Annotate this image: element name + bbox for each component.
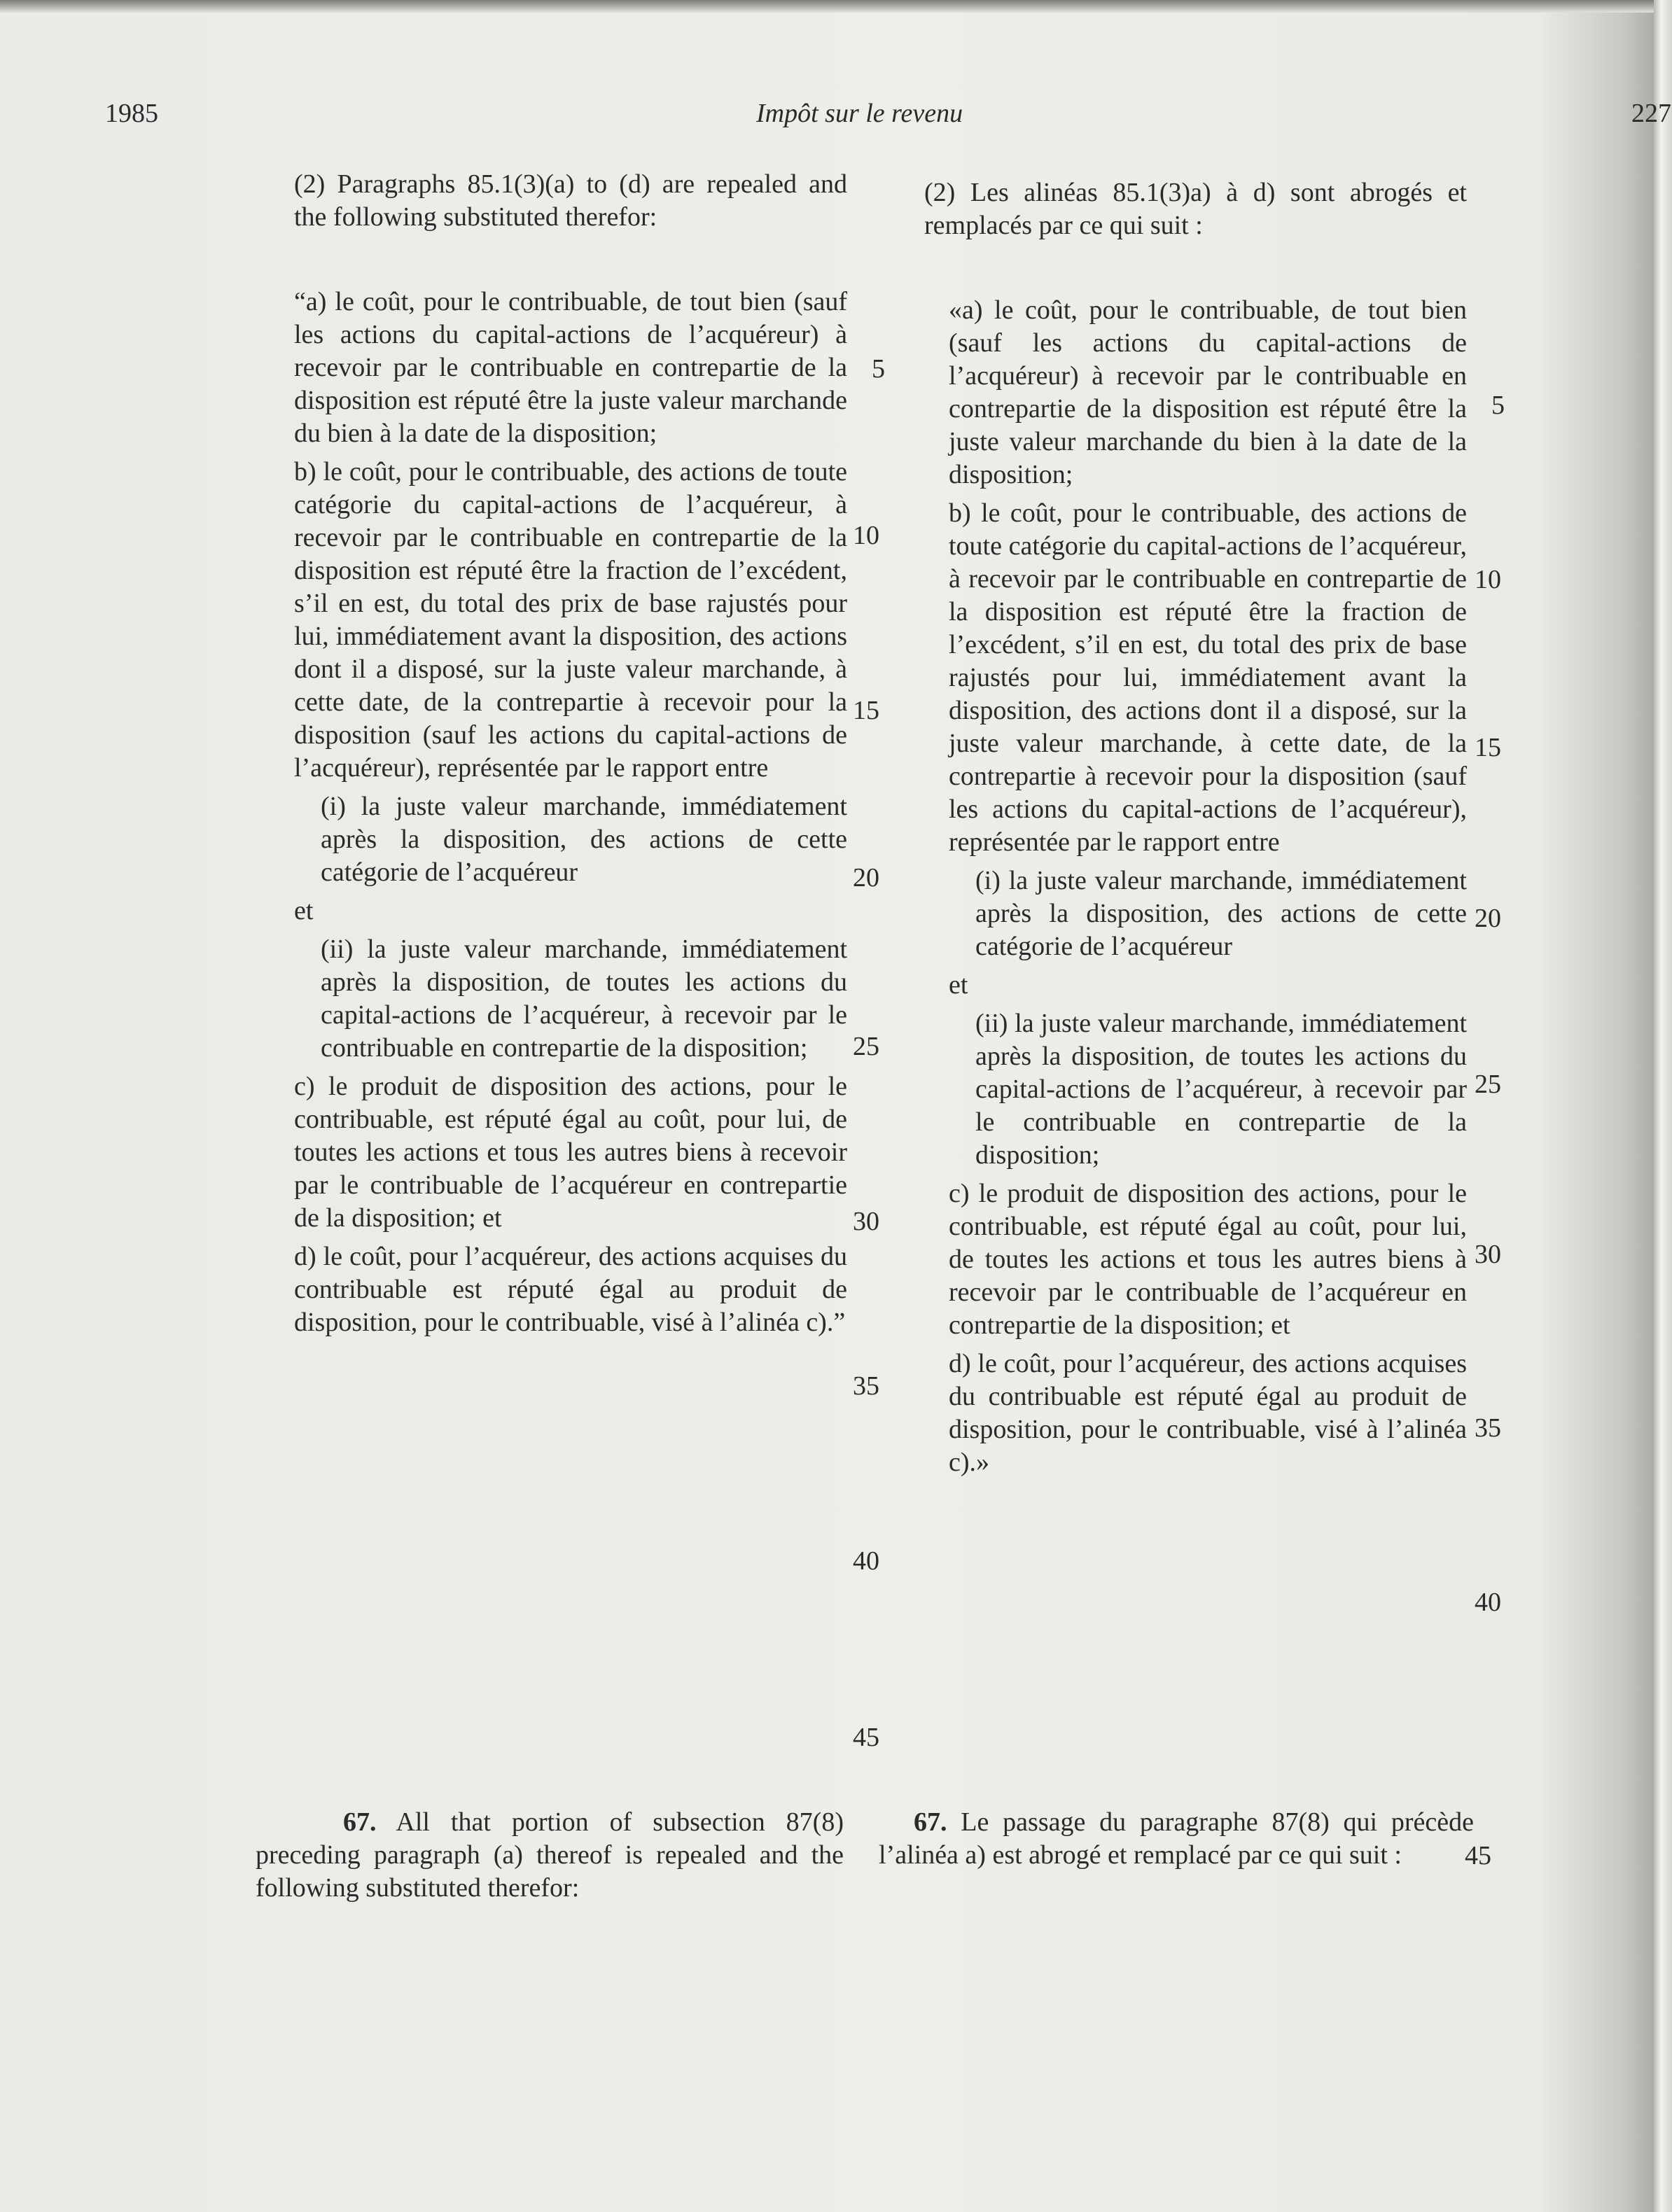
page-number: 227	[1631, 99, 1671, 128]
fr-line-number: 25	[1475, 1070, 1501, 1099]
header-title: Impôt sur le revenu	[756, 99, 963, 128]
en-sub-ii: (ii) la juste valeur marchande, immédiatement après la disposition, de toutes les actions du capital-actions de l’acquéreur, à recevoir par le contribuable en contrepartie de la disposition;	[321, 934, 847, 1063]
en-sub-i: (i) la juste valeur marchande, immédiatement après la disposition, des actions de cette catégorie de l’acquéreur	[321, 792, 847, 887]
en-section-67	[256, 1806, 844, 1905]
french-column	[886, 176, 1467, 1479]
fr-line-number: 15	[1475, 733, 1501, 762]
fr-line-number: 45	[1465, 1841, 1491, 1870]
fr-line-number: 35	[1475, 1413, 1501, 1443]
en-line-number: 10	[853, 521, 879, 550]
top-edge-shadow	[0, 0, 1672, 13]
fr-line-number: 30	[1475, 1240, 1501, 1269]
fr-para-a: «a) le coût, pour le contribuable, de tout bien (sauf les actions du capital-actions de l’acquéreur) à recevoir par le contribuable en contrepartie de la disposition est réputé être la juste valeur marchande du bien à la date de la disposition;	[949, 295, 1467, 489]
fr-line-number: 5	[1491, 391, 1505, 420]
page-edge	[1654, 0, 1672, 2212]
en-para-a: “a) le coût, pour le contribuable, de tout bien (sauf les actions du capital-actions de l’acquéreur) à recevoir par le contribuable en contrepartie de la disposition est réputé être la juste valeur marchande du bien à la date de la disposition;	[294, 287, 847, 448]
en-para-b: b) le coût, pour le contribuable, des actions de toute catégorie du capital-actions de l’acquéreur, à recevoir par le contribuable en contrepartie de la disposition est réputé être la fraction de l’excédent, s’il en est, du total des prix de base rajustés pour lui, immédiatement avant la disposition, des actions dont il a disposé, sur la juste valeur marchande, à cette date, de la contrepartie à recevoir pour la disposition (sauf les actions du capital-actions de l’acquéreur), représentée par le rapport entre	[294, 457, 847, 783]
en-line-number: 35	[853, 1371, 879, 1401]
fr-para-b: b) le coût, pour le contribuable, des actions de toute catégorie du capital-actions de l’acquéreur, à recevoir par le contribuable en contrepartie de la disposition est réputé être la fraction de l’excédent, s’il en est, du total des prix de base rajustés pour lui, immédiatement avant la disposition, des actions dont il a disposé, sur la juste valeur marchande, à cette date, de la contrepartie à recevoir pour la disposition (sauf les actions du capital-actions de l’acquéreur), représentée par le rapport entre	[949, 498, 1467, 857]
en-line-number: 15	[853, 696, 879, 725]
en-para-d: d) le coût, pour l’acquéreur, des actions acquises du contribuable est réputé égal au produit de disposition, pour le contribuable, visé à l’alinéa c).”	[294, 1242, 847, 1337]
en-line-number: 5	[872, 354, 885, 384]
en-line-number: 30	[853, 1207, 879, 1236]
fr-para-c: c) le produit de disposition des actions, pour le contribuable, est réputé égal au coût, pour lui, de toutes les actions et tous les autres biens à recevoir par le contribuable de l’acquéreur en contrepartie de la disposition; et	[949, 1179, 1467, 1340]
en-section-67-text: All that portion of subsection 87(8) preceding paragraph (a) thereof is repealed and the following substituted therefor:	[256, 1807, 844, 1903]
fr-section-67-text: Le passage du paragraphe 87(8) qui précède l’alinéa a) est abrogé et remplacé par ce qui suit :	[879, 1807, 1475, 1870]
en-line-number: 25	[853, 1032, 879, 1061]
fr-line-number: 20	[1475, 904, 1501, 933]
en-section-67-number: 67.	[343, 1807, 377, 1837]
fr-para-d: d) le coût, pour l’acquéreur, des actions acquises du contribuable est réputé égal au produit de disposition, pour le contribuable, visé à l’alinéa c).»	[949, 1349, 1467, 1477]
en-para-c: c) le produit de disposition des actions, pour le contribuable, est réputé égal au coût, pour lui, de toutes les actions et tous les autres biens à recevoir par le contribuable de l’acquéreur en contrepartie de la disposition; et	[294, 1072, 847, 1233]
english-column	[266, 168, 847, 1339]
fr-line-number: 40	[1475, 1588, 1501, 1617]
fr-et: et	[949, 970, 968, 1000]
en-intro: (2) Paragraphs 85.1(3)(a) to (d) are repealed and the following substituted therefor:	[294, 169, 847, 232]
fr-sub-i: (i) la juste valeur marchande, immédiatement après la disposition, des actions de cette catégorie de l’acquéreur	[975, 866, 1467, 961]
fr-section-67	[879, 1806, 1474, 1872]
fr-sub-ii: (ii) la juste valeur marchande, immédiatement après la disposition, de toutes les actions du capital-actions de l’acquéreur, à recevoir par le contribuable en contrepartie de la disposition;	[975, 1009, 1467, 1170]
en-line-number: 40	[853, 1546, 879, 1576]
en-line-number: 20	[853, 863, 879, 892]
header-year: 1985	[105, 99, 158, 128]
fr-intro: (2) Les alinéas 85.1(3)a) à d) sont abrogés et remplacés par ce qui suit :	[924, 178, 1467, 240]
fr-section-67-number: 67.	[914, 1807, 947, 1837]
fr-line-number: 10	[1475, 565, 1501, 594]
en-et: et	[294, 896, 314, 925]
en-line-number: 45	[853, 1723, 879, 1752]
